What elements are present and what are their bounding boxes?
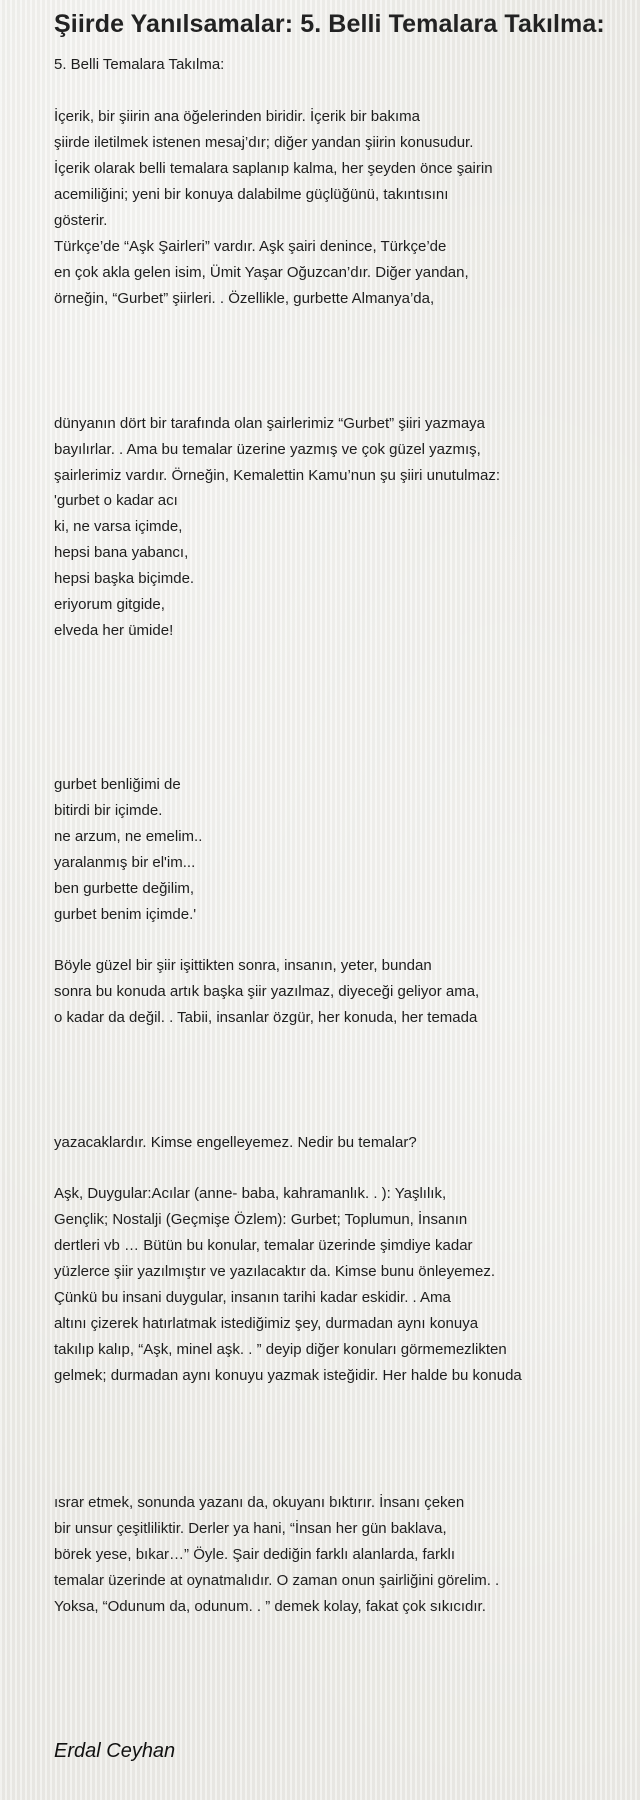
text-line: hepsi başka biçimde. [54, 570, 195, 587]
text-line: acemiliğini; yeni bir konuya dalabilme güçlüğünü, takıntısını [54, 186, 449, 203]
text-line: takılıp kalıp, “Aşk, minel aşk. . ” deyip diğer konuları görmemezlikten [54, 1341, 507, 1358]
text-line: Aşk, Duygular:Acılar (anne- baba, kahramanlık. . ): Yaşlılık, [54, 1185, 447, 1202]
text-line: sonra bu konuda artık başka şiir yazılmaz, diyeceği geliyor ama, [54, 983, 480, 1000]
text-line: eriyorum gitgide, [54, 596, 165, 613]
text-paragraph [54, 1130, 417, 1156]
text-line: altını çizerek hatırlatmak istediğimiz şey, durmadan aynı konuya [54, 1315, 479, 1332]
text-line: 'gurbet o kadar acı [54, 492, 178, 509]
text-line: hepsi bana yabancı, [54, 544, 189, 561]
text-line: gurbet benliğimi de [54, 776, 181, 793]
text-paragraph [54, 52, 224, 78]
text-paragraph [54, 772, 202, 928]
text-paragraph [54, 1181, 522, 1389]
text-line: ki, ne varsa içimde, [54, 518, 183, 535]
text-line: İçerik olarak belli temalara saplanıp kalma, her şeyden önce şairin [54, 160, 493, 177]
text-line: gurbet benim içimde.' [54, 906, 197, 923]
text-line: ben gurbette değilim, [54, 880, 195, 897]
page-title: Şiirde Yanılsamalar: 5. Belli Temalara Takılma: [54, 10, 605, 38]
text-line: o kadar da değil. . Tabii, insanlar özgür, her konuda, her temada [54, 1009, 478, 1026]
text-line: Türkçe’de “Aşk Şairleri” vardır. Aşk şairi denince, Türkçe’de [54, 238, 447, 255]
text-paragraph [54, 411, 500, 489]
text-paragraph [54, 953, 479, 1031]
text-line: Çünkü bu insani duygular, insanın tarihi kadar eskidir. . Ama [54, 1289, 451, 1306]
text-line: en çok akla gelen isim, Ümit Yaşar Oğuzcan’dır. Diğer yandan, [54, 264, 469, 281]
text-paragraph [54, 1490, 499, 1620]
author-signature: Erdal Ceyhan [54, 1740, 176, 1762]
text-line: bayılırlar. . Ama bu temalar üzerine yazmış ve çok güzel yazmış, [54, 441, 481, 458]
text-line: yüzlerce şiir yazılmıştır ve yazılacaktır da. Kimse bunu önleyemez. [54, 1263, 495, 1280]
text-line: elveda her ümide! [54, 622, 174, 639]
text-line: gösterir. [54, 212, 108, 229]
text-line: dünyanın dört bir tarafında olan şairlerimiz “Gurbet” şiiri yazmaya [54, 415, 486, 432]
text-paragraph [54, 104, 493, 312]
text-line: Yoksa, “Odunum da, odunum. . ” demek kolay, fakat çok sıkıcıdır. [54, 1598, 486, 1615]
text-line: şairlerimiz vardır. Örneğin, Kemalettin Kamu’nun şu şiiri unutulmaz: [54, 467, 501, 484]
text-line: bitirdi bir içimde. [54, 802, 163, 819]
text-line: Böyle güzel bir şiir işittikten sonra, insanın, yeter, bundan [54, 957, 432, 974]
text-line: ne arzum, ne emelim.. [54, 828, 203, 845]
text-paragraph [54, 488, 194, 644]
text-line: örneğin, “Gurbet” şiirleri. . Özellikle, gurbette Almanya’da, [54, 290, 435, 307]
text-line: gelmek; durmadan aynı konuyu yazmak isteğidir. Her halde bu konuda [54, 1367, 522, 1384]
text-line: dertleri vb … Bütün bu konular, temalar üzerinde şimdiye kadar [54, 1237, 473, 1254]
text-line: Gençlik; Nostalji (Geçmişe Özlem): Gurbet; Toplumun, İnsanın [54, 1211, 468, 1228]
text-line: İçerik, bir şiirin ana öğelerinden biridir. İçerik bir bakıma [54, 108, 420, 125]
text-line: şiirde iletilmek istenen mesaj’dır; diğer yandan şiirin konusudur. [54, 134, 474, 151]
text-line: bir unsur çeşitliliktir. Derler ya hani, “İnsan her gün baklava, [54, 1520, 447, 1537]
text-line: ısrar etmek, sonunda yazanı da, okuyanı bıktırır. İnsanı çeken [54, 1494, 465, 1511]
text-line: yazacaklardır. Kimse engelleyemez. Nedir bu temalar? [54, 1134, 417, 1151]
text-line: temalar üzerinde at oynatmalıdır. O zaman onun şairliğini görelim. . [54, 1572, 500, 1589]
text-line: yaralanmış bir el'im... [54, 854, 196, 871]
text-line: 5. Belli Temalara Takılma: [54, 56, 225, 73]
text-line: börek yese, bıkar…” Öyle. Şair dediğin farklı alanlarda, farklı [54, 1546, 456, 1563]
